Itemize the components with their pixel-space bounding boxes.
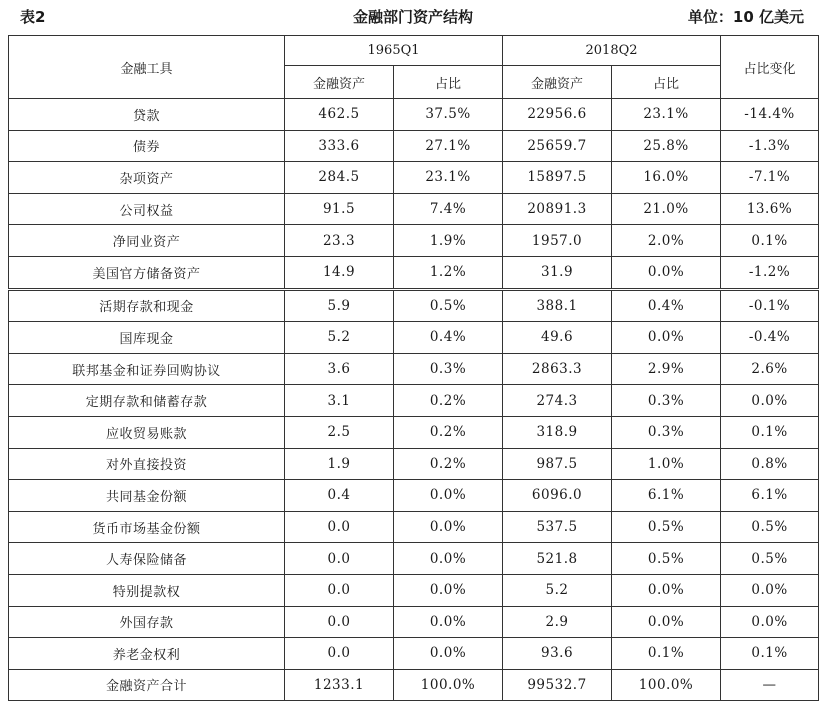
instrument-name: 货币市场基金份额 [9, 511, 285, 543]
share-2018q2: 2.9% [612, 353, 721, 385]
share-2018q2: 1.0% [612, 448, 721, 480]
asset-1965q1: 0.0 [285, 574, 394, 606]
table-row [9, 162, 819, 194]
table-number: 表2 [20, 8, 46, 26]
share-1965q1: 0.0% [394, 574, 503, 606]
table-row [9, 99, 819, 131]
asset-1965q1: 1.9 [285, 448, 394, 480]
share-change: -1.2% [721, 256, 819, 289]
share-2018q2: 0.0% [612, 606, 721, 638]
instrument-name: 贷款 [9, 99, 285, 131]
instrument-name: 净同业资产 [9, 225, 285, 257]
share-change: 0.5% [721, 543, 819, 575]
table-row [9, 511, 819, 543]
share-change: 0.0% [721, 606, 819, 638]
asset-2018q2: 318.9 [503, 416, 612, 448]
share-change: -7.1% [721, 162, 819, 194]
asset-2018q2: 2863.3 [503, 353, 612, 385]
share-1965q1: 0.0% [394, 638, 503, 670]
table-row [9, 448, 819, 480]
asset-1965q1: 0.0 [285, 638, 394, 670]
instrument-name: 应收贸易账款 [9, 416, 285, 448]
table-row [9, 669, 819, 701]
table-body [9, 99, 819, 701]
asset-1965q1: 2.5 [285, 416, 394, 448]
table-row [9, 480, 819, 512]
header-asset-2: 金融资产 [503, 66, 612, 99]
share-2018q2: 2.0% [612, 225, 721, 257]
asset-1965q1: 0.4 [285, 480, 394, 512]
share-2018q2: 6.1% [612, 480, 721, 512]
asset-2018q2: 388.1 [503, 289, 612, 322]
asset-1965q1: 3.1 [285, 385, 394, 417]
asset-structure-table [8, 35, 819, 701]
table-row [9, 606, 819, 638]
table-row [9, 193, 819, 225]
header-share-1: 占比 [394, 66, 503, 99]
asset-1965q1: 1233.1 [285, 669, 394, 701]
asset-2018q2: 31.9 [503, 256, 612, 289]
instrument-name: 公司权益 [9, 193, 285, 225]
asset-2018q2: 49.6 [503, 322, 612, 354]
share-change: 0.5% [721, 511, 819, 543]
share-1965q1: 100.0% [394, 669, 503, 701]
share-change: 0.1% [721, 416, 819, 448]
instrument-name: 金融资产合计 [9, 669, 285, 701]
share-1965q1: 1.2% [394, 256, 503, 289]
instrument-name: 活期存款和现金 [9, 289, 285, 322]
table-row [9, 543, 819, 575]
share-change: 6.1% [721, 480, 819, 512]
asset-1965q1: 23.3 [285, 225, 394, 257]
asset-1965q1: 333.6 [285, 130, 394, 162]
share-1965q1: 0.0% [394, 543, 503, 575]
share-change: 0.0% [721, 385, 819, 417]
share-1965q1: 0.0% [394, 480, 503, 512]
share-2018q2: 0.3% [612, 385, 721, 417]
table-row [9, 225, 819, 257]
share-change: 0.0% [721, 574, 819, 606]
instrument-name: 共同基金份额 [9, 480, 285, 512]
share-1965q1: 0.3% [394, 353, 503, 385]
share-change: -14.4% [721, 99, 819, 131]
unit-note: 单位：10 亿美元 [687, 8, 804, 26]
table-caption [0, 0, 826, 32]
instrument-name: 杂项资产 [9, 162, 285, 194]
share-1965q1: 1.9% [394, 225, 503, 257]
share-1965q1: 37.5% [394, 99, 503, 131]
instrument-name: 特别提款权 [9, 574, 285, 606]
asset-2018q2: 274.3 [503, 385, 612, 417]
share-2018q2: 0.4% [612, 289, 721, 322]
instrument-name: 债券 [9, 130, 285, 162]
asset-2018q2: 5.2 [503, 574, 612, 606]
instrument-name: 国库现金 [9, 322, 285, 354]
share-1965q1: 0.2% [394, 385, 503, 417]
instrument-name: 人寿保险储备 [9, 543, 285, 575]
asset-2018q2: 93.6 [503, 638, 612, 670]
asset-2018q2: 537.5 [503, 511, 612, 543]
share-2018q2: 25.8% [612, 130, 721, 162]
asset-2018q2: 15897.5 [503, 162, 612, 194]
table-row [9, 638, 819, 670]
table-row [9, 353, 819, 385]
table-row [9, 574, 819, 606]
share-1965q1: 27.1% [394, 130, 503, 162]
share-1965q1: 0.0% [394, 511, 503, 543]
asset-1965q1: 3.6 [285, 353, 394, 385]
share-2018q2: 21.0% [612, 193, 721, 225]
share-change: 0.8% [721, 448, 819, 480]
share-2018q2: 0.0% [612, 256, 721, 289]
header-row-1 [9, 36, 819, 66]
header-instrument: 金融工具 [9, 36, 285, 99]
share-1965q1: 0.5% [394, 289, 503, 322]
share-1965q1: 23.1% [394, 162, 503, 194]
share-change: — [721, 669, 819, 701]
asset-1965q1: 5.2 [285, 322, 394, 354]
asset-1965q1: 284.5 [285, 162, 394, 194]
instrument-name: 定期存款和储蓄存款 [9, 385, 285, 417]
header-share-2: 占比 [612, 66, 721, 99]
asset-1965q1: 462.5 [285, 99, 394, 131]
asset-2018q2: 22956.6 [503, 99, 612, 131]
asset-1965q1: 5.9 [285, 289, 394, 322]
asset-1965q1: 91.5 [285, 193, 394, 225]
share-2018q2: 23.1% [612, 99, 721, 131]
share-change: -0.1% [721, 289, 819, 322]
share-change: 13.6% [721, 193, 819, 225]
table-row [9, 289, 819, 322]
instrument-name: 对外直接投资 [9, 448, 285, 480]
share-change: -1.3% [721, 130, 819, 162]
asset-1965q1: 0.0 [285, 543, 394, 575]
instrument-name: 外国存款 [9, 606, 285, 638]
share-2018q2: 0.5% [612, 543, 721, 575]
asset-1965q1: 0.0 [285, 606, 394, 638]
asset-2018q2: 25659.7 [503, 130, 612, 162]
share-change: -0.4% [721, 322, 819, 354]
asset-2018q2: 6096.0 [503, 480, 612, 512]
asset-2018q2: 99532.7 [503, 669, 612, 701]
share-1965q1: 0.4% [394, 322, 503, 354]
asset-2018q2: 521.8 [503, 543, 612, 575]
share-1965q1: 0.2% [394, 416, 503, 448]
header-asset-1: 金融资产 [285, 66, 394, 99]
share-2018q2: 100.0% [612, 669, 721, 701]
share-change: 0.1% [721, 638, 819, 670]
asset-2018q2: 1957.0 [503, 225, 612, 257]
share-2018q2: 0.0% [612, 322, 721, 354]
share-2018q2: 0.0% [612, 574, 721, 606]
asset-2018q2: 20891.3 [503, 193, 612, 225]
share-2018q2: 0.1% [612, 638, 721, 670]
header-period-1965q1: 1965Q1 [285, 36, 503, 66]
header-share-change: 占比变化 [721, 36, 819, 99]
table-row [9, 416, 819, 448]
share-1965q1: 0.2% [394, 448, 503, 480]
instrument-name: 养老金权利 [9, 638, 285, 670]
header-period-2018q2: 2018Q2 [503, 36, 721, 66]
share-change: 2.6% [721, 353, 819, 385]
asset-1965q1: 14.9 [285, 256, 394, 289]
table-row [9, 130, 819, 162]
share-2018q2: 16.0% [612, 162, 721, 194]
table-title: 金融部门资产结构 [352, 8, 473, 26]
share-2018q2: 0.3% [612, 416, 721, 448]
table-row [9, 256, 819, 289]
share-1965q1: 7.4% [394, 193, 503, 225]
instrument-name: 美国官方储备资产 [9, 256, 285, 289]
share-1965q1: 0.0% [394, 606, 503, 638]
share-2018q2: 0.5% [612, 511, 721, 543]
table-row [9, 322, 819, 354]
instrument-name: 联邦基金和证券回购协议 [9, 353, 285, 385]
asset-2018q2: 987.5 [503, 448, 612, 480]
share-change: 0.1% [721, 225, 819, 257]
asset-1965q1: 0.0 [285, 511, 394, 543]
asset-2018q2: 2.9 [503, 606, 612, 638]
table-row [9, 385, 819, 417]
